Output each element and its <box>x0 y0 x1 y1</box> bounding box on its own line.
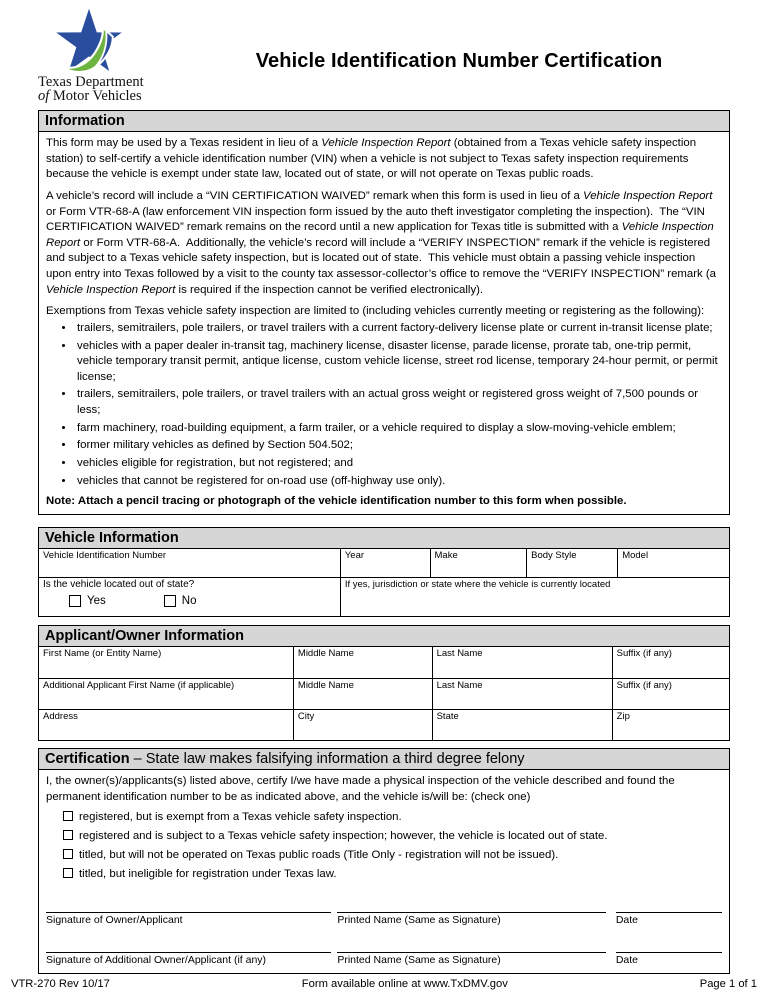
info-exemptions-intro: Exemptions from Texas vehicle safety inspection are limited to (including vehicles currently meeting or registering as the following): <box>46 305 705 318</box>
applicant-row-3 <box>39 709 729 740</box>
signature-gap <box>606 952 615 967</box>
certification-option-4 <box>63 867 722 883</box>
exemption-item: • vehicles with a paper dealer in-transit tag, machinery license, disaster license, parade license, prorate tab, one-trip permit, vehicle temporary transit permit, antique license, custom vehicle license, street rod license, temporary 24-hour permit, or permit license; <box>75 339 722 386</box>
additional-owner-date-line[interactable]: Date <box>616 952 722 967</box>
additional-suffix-field[interactable]: Suffix (if any) <box>612 679 729 709</box>
make-field[interactable]: Make <box>430 549 527 577</box>
applicant-row-2 <box>39 678 729 709</box>
exemption-item: • farm machinery, road-building equipment, a farm trailer, or a vehicle required to display a slow-moving-vehicle emblem; <box>75 421 722 437</box>
certification-section <box>38 748 730 974</box>
txdmv-logo-text <box>38 75 144 103</box>
exemption-item: • trailers, semitrailers, pole trailers, or travel trailers with a current factory-delivery license plate or current in-transit license plate; <box>75 321 722 337</box>
no-option <box>164 595 197 607</box>
logo-line-2: of Motor Vehicles <box>38 88 142 104</box>
city-field[interactable]: City <box>293 710 432 740</box>
last-name-field[interactable]: Last Name <box>432 647 612 678</box>
address-field[interactable]: Address <box>43 710 78 722</box>
model-field[interactable]: Model <box>617 549 729 577</box>
page-number: Page 1 of 1 <box>699 977 757 990</box>
additional-owner-signature-line[interactable]: Signature of Additional Owner/Applicant (if any) <box>46 952 331 967</box>
vehicle-info-row-1 <box>39 549 729 577</box>
option-1-label: registered, but is exempt from a Texas vehicle safety inspection. <box>79 810 402 823</box>
owner-date-line[interactable]: Date <box>616 912 722 927</box>
option-4-checkbox[interactable] <box>63 868 73 878</box>
page-title: Vehicle Identification Number Certification <box>255 50 663 72</box>
additional-owner-printed-name-line[interactable]: Printed Name (Same as Signature) <box>337 952 606 967</box>
exemption-item: • former military vehicles as defined by Section 504.502; <box>75 438 722 454</box>
information-heading: Information <box>39 111 729 132</box>
applicant-row-1 <box>39 647 729 678</box>
certification-heading-bold: Certification <box>45 750 130 767</box>
out-of-state-question-cell <box>39 578 340 616</box>
exemption-item: • trailers, semitrailers, pole trailers, or travel trailers with an actual gross weight or registered gross weight of 7,500 pounds or less; <box>75 387 722 418</box>
signature-gap <box>331 952 338 967</box>
info-paragraph-1: This form may be used by a Texas resident in lieu of a Vehicle Inspection Report (obtained from a Texas vehicle safety inspection station) to self-certify a vehicle identification number (VIN) when a vehicle is not subject to Texas safety inspection requirements because the vehicle is exempt under state law, located out of state, or will not operate on Texas public roads. <box>46 137 700 181</box>
form-content <box>38 110 730 974</box>
txdmv-logo <box>38 8 188 104</box>
signature-gap <box>606 912 615 927</box>
signature-gap <box>331 912 338 927</box>
applicant-owner-section <box>38 625 730 741</box>
form-header <box>38 8 730 104</box>
additional-middle-name-field[interactable]: Middle Name <box>293 679 432 709</box>
exemption-list <box>46 321 722 489</box>
first-name-field[interactable]: First Name (or Entity Name) <box>43 647 162 659</box>
option-3-label: titled, but will not be operated on Texas public roads (Title Only - registration will not be issued). <box>79 848 559 861</box>
owner-printed-name-line[interactable]: Printed Name (Same as Signature) <box>337 912 606 927</box>
yes-label: Yes <box>87 594 106 607</box>
body-style-field[interactable]: Body Style <box>526 549 617 577</box>
vin-field[interactable]: Vehicle Identification Number <box>43 549 167 561</box>
form-footer <box>0 978 768 990</box>
vtr-270-form-page <box>0 8 768 990</box>
form-availability-note: Form available online at www.TxDMV.gov <box>301 977 508 990</box>
option-4-label: titled, but ineligible for registration under Texas law. <box>79 867 337 880</box>
suffix-field[interactable]: Suffix (if any) <box>612 647 729 678</box>
certification-body <box>39 770 729 973</box>
info-paragraph-2: A vehicle’s record will include a “VIN CERTIFICATION WAIVED” remark when this form is used in lieu of a Vehicle Inspection Report or Form VTR-68-A (law enforcement VIN inspection form issued by the auto theft investigator completing the inspection). The “VIN CERTIFICATION WAIVED” remark remains on the record until a new application for Texas title is submitted with a Vehicle Inspection Report or Form VTR-68-A. Additionally, the vehicle’s record will include a “VERIFY INSPECTION” remark if the vehicle is registered and subject to a Texas vehicle safety inspection, but is located out of state. This vehicle must obtain a passing vehicle inspection upon entry into Texas followed by a visit to the county tax assessor-collector’s office to remove the “VERIFY INSPECTION” remark (a Vehicle Inspection Report is required if the inspection cannot be verified electronically). <box>46 189 720 296</box>
exemption-item: • vehicles that cannot be registered for on-road use (off-highway use only). <box>75 474 722 490</box>
signature-row-2 <box>46 952 722 967</box>
attachment-note: Note: Attach a pencil tracing or photograph of the vehicle identification number to this form when possible. <box>46 495 627 508</box>
signature-row-1 <box>46 912 722 927</box>
out-of-state-question: Is the vehicle located out of state? <box>43 578 195 590</box>
state-field[interactable]: State <box>432 710 612 740</box>
certification-intro: I, the owner(s)/applicants(s) listed above, certify I/we have made a physical inspection of the vehicle described and found the permanent identification number to be as indicated above, and the vehicle is/will be: (check one) <box>46 774 675 803</box>
additional-first-name-field[interactable]: Additional Applicant First Name (if applicable) <box>43 679 235 691</box>
option-2-label: registered and is subject to a Texas vehicle safety inspection; however, the vehicle is located out of state. <box>79 829 608 842</box>
additional-last-name-field[interactable]: Last Name <box>432 679 612 709</box>
txdmv-star-icon <box>52 8 126 74</box>
form-number: VTR-270 Rev 10/17 <box>11 977 110 990</box>
applicant-owner-heading: Applicant/Owner Information <box>39 626 729 647</box>
information-body <box>39 132 729 514</box>
certification-option-2 <box>63 829 722 845</box>
vehicle-information-heading: Vehicle Information <box>39 528 729 549</box>
yes-checkbox[interactable] <box>69 595 81 607</box>
jurisdiction-field[interactable]: If yes, jurisdiction or state where the vehicle is currently located <box>340 578 729 616</box>
no-checkbox[interactable] <box>164 595 176 607</box>
middle-name-field[interactable]: Middle Name <box>293 647 432 678</box>
information-section <box>38 110 730 515</box>
certification-option-1 <box>63 810 722 826</box>
no-label: No <box>181 594 197 607</box>
owner-signature-line[interactable]: Signature of Owner/Applicant <box>46 912 331 927</box>
certification-option-3 <box>63 848 722 864</box>
out-of-state-answers <box>43 595 336 607</box>
certification-heading <box>39 749 729 770</box>
zip-field[interactable]: Zip <box>612 710 729 740</box>
yes-option <box>69 595 106 607</box>
certification-heading-rest: – State law makes falsifying information a third degree felony <box>129 750 525 767</box>
vehicle-info-row-2 <box>39 577 729 616</box>
option-3-checkbox[interactable] <box>63 849 73 859</box>
exemption-item: • vehicles eligible for registration, but not registered; and <box>75 456 722 472</box>
option-2-checkbox[interactable] <box>63 830 73 840</box>
option-1-checkbox[interactable] <box>63 811 73 821</box>
vehicle-information-section <box>38 527 730 617</box>
year-field[interactable]: Year <box>340 549 430 577</box>
logo-line-1: Texas Department <box>38 74 144 90</box>
